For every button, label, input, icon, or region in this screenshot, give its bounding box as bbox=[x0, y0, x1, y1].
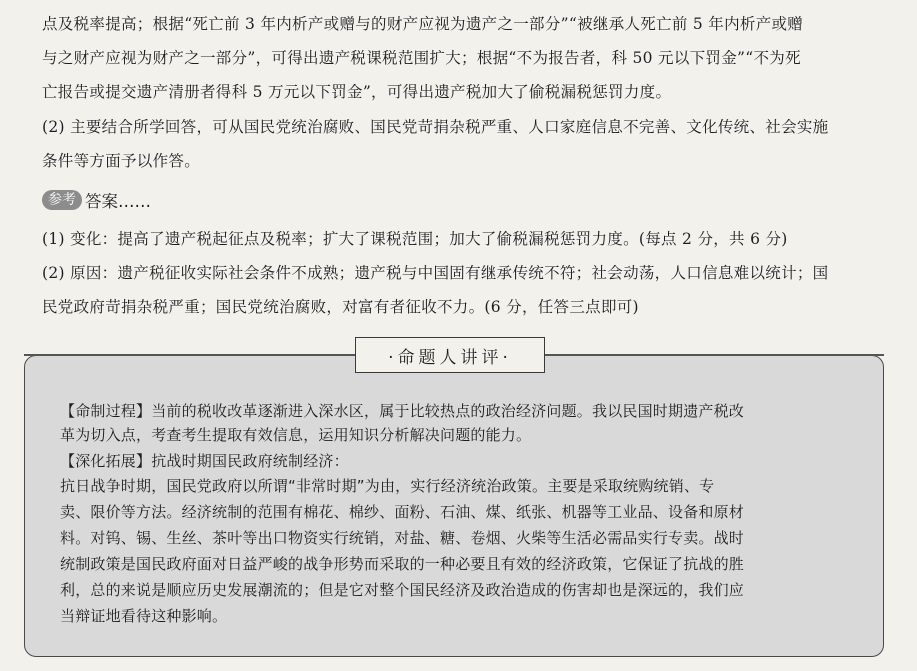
commentary-line: 【命制过程】当前的税收改革逐渐进入深水区，属于比较热点的政治经济问题。我以民国时期遗产税改 bbox=[60, 402, 745, 420]
analysis-line: 与之财产应视为财产之一部分”，可得出遗产税课税范围扩大；根据“不为报告者，科 50 元以下罚金”“不为死 bbox=[42, 49, 801, 67]
title-rule-left bbox=[24, 354, 356, 356]
commentary-line: 抗日战争时期，国民党政府以所谓“非常时期”为由，实行经济统治政策。主要是采取统购统销、专 bbox=[60, 477, 715, 495]
commentary-line: 【深化拓展】抗战时期国民政府统制经济： bbox=[60, 452, 349, 470]
commentary-line: 利，总的来说是顺应历史发展潮流的；但是它对整个国民经济及政治造成的伤害却也是深远的，我们应 bbox=[60, 581, 745, 599]
answer-line: (1) 变化：提高了遗产税起征点及税率；扩大了课税范围；加大了偷税漏税惩罚力度。(每点 2 分，共 6 分) bbox=[42, 230, 788, 248]
analysis-line: (2) 主要结合所学回答，可从国民党统治腐败、国民党苛捐杂税严重、人口家庭信息不完善、文化传统、社会实施 bbox=[42, 118, 829, 136]
analysis-line: 亡报告或提交遗产清册者得科 5 万元以下罚金”，可得出遗产税加大了偷税漏税惩罚力度。 bbox=[42, 83, 672, 101]
answer-label: 答案…… bbox=[85, 192, 151, 211]
commentary-line: 卖、限价等方法。经济统制的范围有棉花、棉纱、面粉、石油、煤、纸张、机器等工业品、设备和原材 bbox=[60, 503, 745, 521]
commentary-title-frame bbox=[355, 337, 545, 373]
commentary-line: 统制政策是国民政府面对日益严峻的战争形势而采取的一种必要且有效的经济政策，它保证了抗战的胜 bbox=[60, 555, 745, 573]
analysis-line: 条件等方面予以作答。 bbox=[42, 152, 201, 170]
answer-badge: 参考 bbox=[42, 190, 82, 210]
answer-line: 民党政府苛捐杂税严重；国民党统治腐败，对富有者征收不力。(6 分，任答三点即可) bbox=[42, 298, 639, 316]
commentary-line: 当辩证地看待这种影响。 bbox=[60, 607, 228, 625]
title-rule-right bbox=[545, 354, 884, 356]
commentary-title: ·命题人讲评· bbox=[388, 347, 512, 368]
commentary-line: 革为切入点，考查考生提取有效信息，运用知识分析解决问题的能力。 bbox=[60, 426, 532, 444]
answer-heading bbox=[42, 188, 151, 212]
analysis-line: 点及税率提高；根据“死亡前 3 年内析产或赠与的财产应视为遗产之一部分”“被继承人死亡前 5 年内析产或赠 bbox=[42, 15, 804, 33]
answer-line: (2) 原因：遗产税征收实际社会条件不成熟；遗产税与中国固有继承传统不符；社会动荡，人口信息难以统计；国 bbox=[42, 264, 829, 282]
commentary-line: 料。对钨、锡、生丝、茶叶等出口物资实行统销，对盐、糖、卷烟、火柴等生活必需品实行专卖。战时 bbox=[60, 529, 745, 547]
